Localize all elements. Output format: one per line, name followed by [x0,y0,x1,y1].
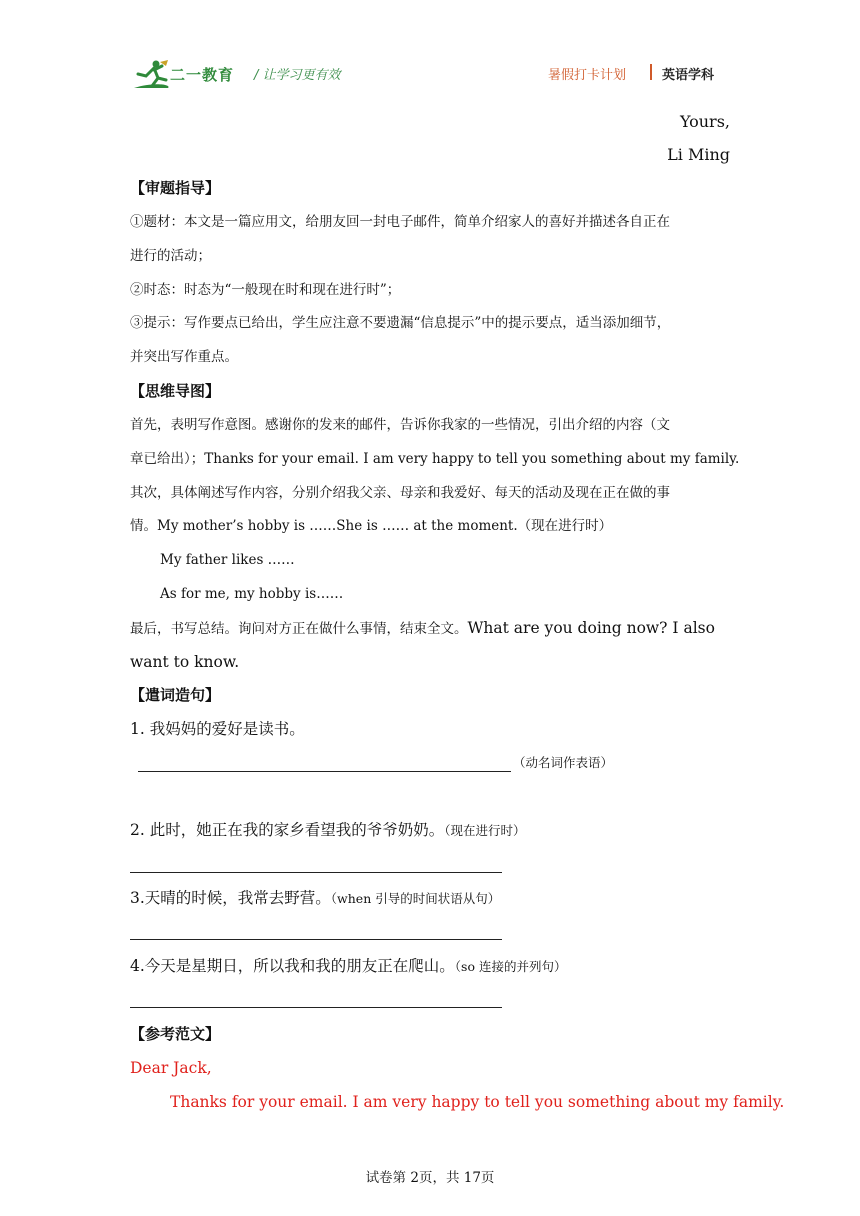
question-3 [130,888,500,909]
brand-name: 二一教育 [170,66,235,84]
brand-slogan: / 让学习更有效 [254,68,341,83]
siwei-line-6: As for me, my hobby is…… [160,586,344,602]
section-heading-qianci: 【遣词造句】 [130,686,221,704]
siwei-line-1: 首先，表明写作意图。感谢你的发来的邮件，告诉你我家的一些情况，引出介绍的内容（文 [130,417,670,433]
siwei-line-7-cn: 最后，书写总结。询问对方正在做什么事情，结束全文。 [130,621,468,637]
shenti-line-3b: 并突出写作重点。 [130,349,238,365]
siwei-line-5: My father likes …… [160,552,295,568]
shenti-line-3a: ③提示：写作要点已给出，学生应注意不要遗漏“信息提示”中的提示要点，适当添加细节， [130,315,671,331]
sample-greeting: Dear Jack, [130,1059,212,1077]
question-2-text: 2. 此时，她正在我的家乡看望我的爷爷奶奶。 [130,821,445,839]
question-1: 1. 我妈妈的爱好是读书。 [130,720,305,738]
shenti-line-1a: ①题材：本文是一篇应用文，给朋友回一封电子邮件，简单介绍家人的喜好并描述各自正在 [130,214,670,230]
question-2-hint: （现在进行时） [444,823,526,838]
question-3-text: 3.天晴的时候，我常去野营。 [130,889,331,907]
question-4 [130,956,566,977]
subject-label: 英语学科 [662,68,715,83]
page-header [0,0,860,100]
answer-line-3[interactable] [130,939,502,940]
siwei-line-7-en: What are you doing now? I also [467,619,715,637]
siwei-line-3: 其次，具体阐述写作内容，分别介绍我父亲、母亲和我爱好、每天的活动及现在正在做的事 [130,485,670,501]
closing-name: Li Ming [667,145,730,164]
answer-line-1[interactable] [138,771,511,772]
question-1-hint: （动名词作表语） [513,755,614,770]
plan-label: 暑假打卡计划 [548,68,627,83]
section-heading-cankao: 【参考范文】 [130,1025,221,1043]
page-number: 试卷第 2页，共 17页 [365,1170,495,1186]
question-3-hint: （when 引导的时间状语从句） [330,891,501,906]
question-4-hint: （so 连接的并列句） [454,959,567,974]
sample-body-line-1: Thanks for your email. I am very happy to tell you something about my family. [170,1093,785,1111]
section-heading-siwei: 【思维导图】 [130,382,221,400]
closing-yours: Yours, [679,112,730,131]
question-2 [130,820,525,841]
siwei-line-7 [130,618,715,639]
siwei-line-2: 章已给出）；Thanks for your email. I am very happy to tell you something about my family. [130,451,740,467]
answer-line-4[interactable] [130,1007,502,1008]
siwei-line-4: 情。My mother’s hobby is ……She is …… at the moment.（现在进行时） [130,518,613,534]
header-divider [650,64,652,80]
answer-line-2[interactable] [130,872,502,873]
shenti-line-1b: 进行的活动； [130,248,211,264]
question-4-text: 4.今天是星期日，所以我和我的朋友正在爬山。 [130,957,455,975]
siwei-line-8: want to know. [130,653,240,671]
section-heading-shenti: 【审题指导】 [130,179,221,197]
shenti-line-2: ②时态：时态为“一般现在时和现在进行时”； [130,282,401,298]
